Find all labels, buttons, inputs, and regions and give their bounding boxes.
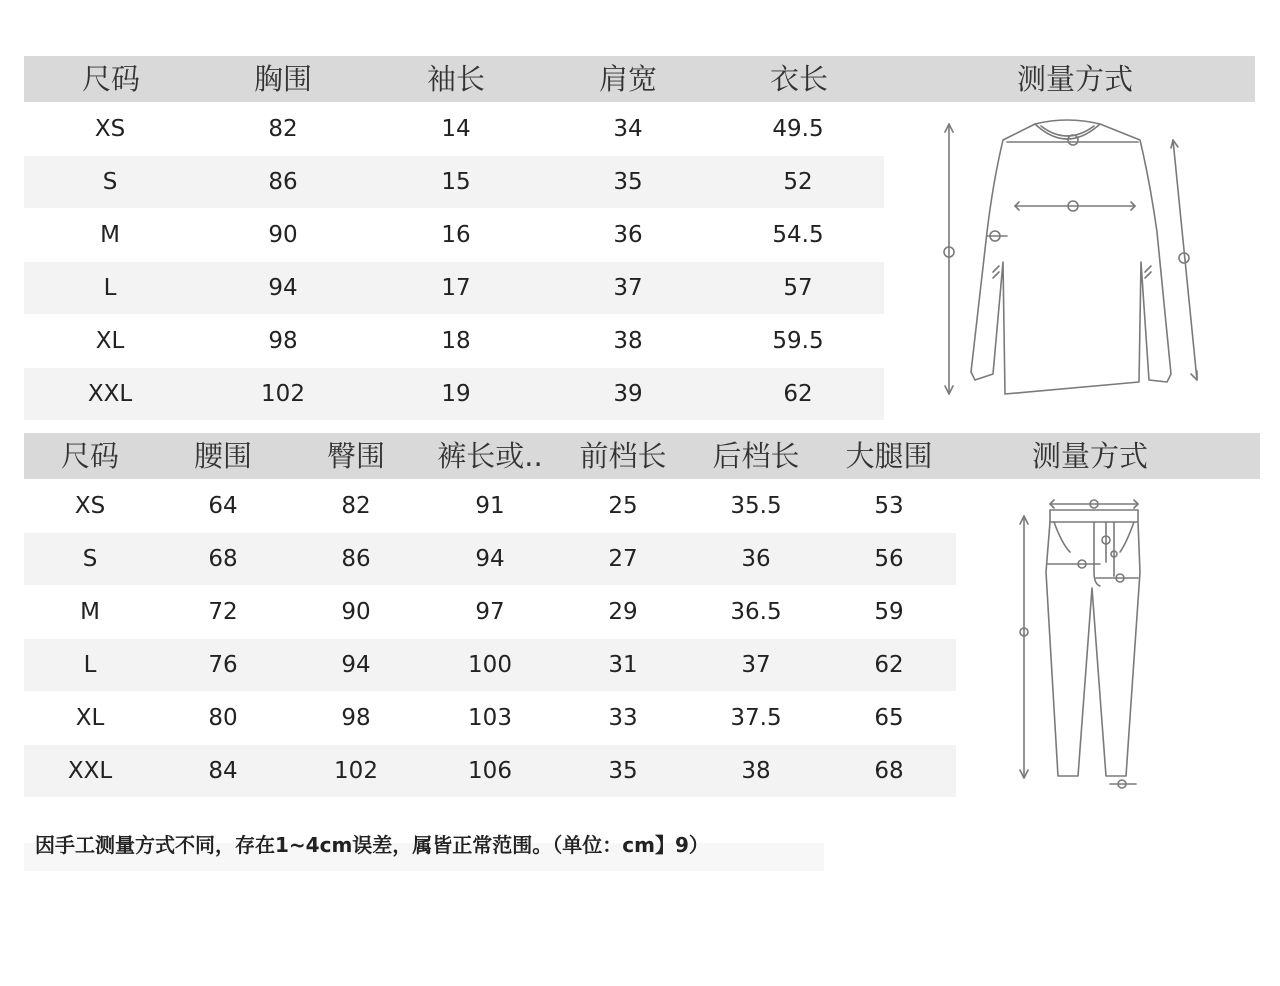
- top-header-cell: 尺码: [81, 62, 141, 96]
- top-table-cell: 17: [441, 275, 471, 301]
- bottom-header-cell: 大腿围: [845, 439, 933, 473]
- top-table-cell: 16: [441, 222, 471, 248]
- bottom-table-cell: 68: [874, 758, 904, 784]
- bottom-header-cell: 前档长: [579, 439, 667, 473]
- bottom-table-cell: 72: [208, 599, 238, 625]
- top-table-cell: 36: [613, 222, 643, 248]
- bottom-table-cell: 65: [874, 705, 904, 731]
- bottom-table-cell: 94: [475, 546, 505, 572]
- bottom-header-cell: 后档长: [712, 439, 800, 473]
- bottom-header-cell: 臀围: [326, 439, 386, 473]
- bottom-table-cell: 103: [468, 705, 512, 731]
- bottom-table-cell: 98: [341, 705, 371, 731]
- top-table-cell: 34: [613, 116, 643, 142]
- top-table-cell: 19: [441, 381, 471, 407]
- top-table-cell: 18: [441, 328, 471, 354]
- bottom-header-cell: 腰围: [193, 439, 253, 473]
- bottom-table-cell: 82: [341, 493, 371, 519]
- top-table-cell: 102: [261, 381, 305, 407]
- top-table-cell: 86: [268, 169, 298, 195]
- bottom-table-cell: S: [82, 546, 98, 572]
- top-table-cell: 98: [268, 328, 298, 354]
- bottom-table-cell: 29: [608, 599, 638, 625]
- bottom-table-cell: 37: [741, 652, 771, 678]
- top-header-cell: 袖长: [426, 62, 486, 96]
- top-table-cell: 39: [613, 381, 643, 407]
- pants-measure-icon: [1010, 492, 1160, 794]
- bottom-table-cell: 84: [208, 758, 238, 784]
- top-table-cell: 14: [441, 116, 471, 142]
- bottom-table-cell: 35: [608, 758, 638, 784]
- top-table-cell: 37: [613, 275, 643, 301]
- top-table-cell: 38: [613, 328, 643, 354]
- top-table-cell: S: [102, 169, 118, 195]
- long-sleeve-shirt-measure-icon: [935, 112, 1205, 402]
- bottom-table-cell: 25: [608, 493, 638, 519]
- bottom-table-cell: 76: [208, 652, 238, 678]
- bottom-table-cell: 38: [741, 758, 771, 784]
- bottom-table-cell: 59: [874, 599, 904, 625]
- bottom-table-cell: XS: [74, 493, 106, 519]
- top-header-cell: 衣长: [769, 62, 829, 96]
- bottom-table-cell: 62: [874, 652, 904, 678]
- bottom-table-cell: 90: [341, 599, 371, 625]
- top-table-cell: M: [100, 222, 120, 248]
- top-table-cell: XS: [94, 116, 126, 142]
- bottom-table-cell: 86: [341, 546, 371, 572]
- bottom-table-cell: 64: [208, 493, 238, 519]
- bottom-table-cell: 102: [334, 758, 378, 784]
- top-table-cell: 54.5: [772, 222, 824, 248]
- measurement-note: 因手工测量方式不同，存在1~4cm误差，属皆正常范围。（单位：cm】9）: [35, 833, 709, 857]
- bottom-table-cell: XXL: [67, 758, 113, 784]
- bottom-table-cell: 31: [608, 652, 638, 678]
- top-table-cell: L: [103, 275, 117, 301]
- bottom-table-cell: 33: [608, 705, 638, 731]
- bottom-table-cell: 53: [874, 493, 904, 519]
- top-table-cell: 82: [268, 116, 298, 142]
- top-table-cell: 49.5: [772, 116, 824, 142]
- top-table-cell: 90: [268, 222, 298, 248]
- top-header-cell: 肩宽: [598, 62, 658, 96]
- top-table-cell: 35: [613, 169, 643, 195]
- top-table-cell: XL: [95, 328, 125, 354]
- top-header-cell: 胸围: [253, 62, 313, 96]
- top-table-cell: 15: [441, 169, 471, 195]
- top-header-cell: 测量方式: [1016, 62, 1134, 96]
- bottom-table-cell: 100: [468, 652, 512, 678]
- bottom-table-cell: 37.5: [730, 705, 782, 731]
- top-table-cell: 94: [268, 275, 298, 301]
- bottom-table-cell: 56: [874, 546, 904, 572]
- bottom-table-cell: 97: [475, 599, 505, 625]
- bottom-table-cell: 80: [208, 705, 238, 731]
- top-table-cell: 57: [783, 275, 813, 301]
- top-table-cell: 52: [783, 169, 813, 195]
- bottom-table-cell: 94: [341, 652, 371, 678]
- bottom-table-cell: 36.5: [730, 599, 782, 625]
- bottom-table-cell: 91: [475, 493, 505, 519]
- bottom-table-cell: 35.5: [730, 493, 782, 519]
- top-table-cell: 62: [783, 381, 813, 407]
- bottom-header-cell: 尺码: [60, 439, 120, 473]
- bottom-table-cell: 36: [741, 546, 771, 572]
- bottom-table-cell: M: [80, 599, 100, 625]
- bottom-table-cell: XL: [75, 705, 105, 731]
- top-table-cell: 59.5: [772, 328, 824, 354]
- bottom-header-cell: 测量方式: [1031, 439, 1149, 473]
- bottom-table-cell: 106: [468, 758, 512, 784]
- bottom-table-cell: L: [83, 652, 97, 678]
- bottom-header-cell: 裤长或..: [437, 439, 543, 473]
- bottom-table-cell: 68: [208, 546, 238, 572]
- top-table-cell: XXL: [87, 381, 133, 407]
- bottom-table-cell: 27: [608, 546, 638, 572]
